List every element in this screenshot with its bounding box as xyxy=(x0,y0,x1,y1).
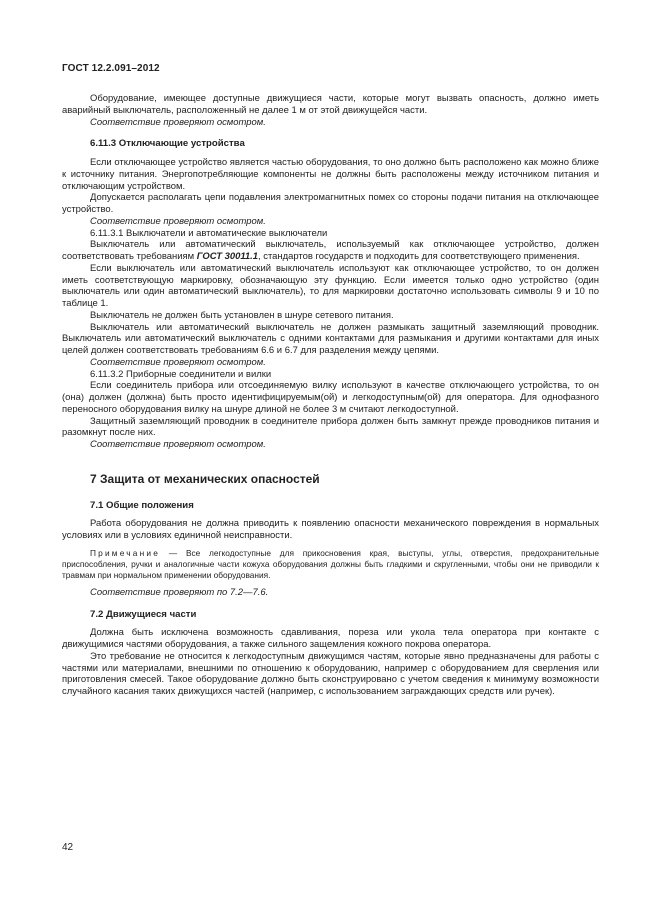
compliance-statement: Соответствие проверяют осмотром. xyxy=(90,356,266,368)
paragraph: Допускается располагать цепи подавления электромагнитных помех со стороны подачи питания на отключающее устройство. xyxy=(62,192,599,215)
paragraph xyxy=(62,239,599,263)
note-text: — Все легкодоступные для прикосновения края, выступы, углы, отверстия, предохранительные приспособления, ручки и аналогичные части кожуха оборудования должны быть гладкими и скругленными, чтобы они не приводили к травмам при нормальном применении оборудования. xyxy=(62,547,599,580)
paragraph: Оборудование, имеющее доступные движущиеся части, которые могут вызвать опасность, должно иметь аварийный выключатель, расположенный не далее 1 м от этой движущейся части. xyxy=(62,93,599,116)
document-body xyxy=(62,93,599,698)
paragraph: Выключатель или автоматический выключатель не должен размыкать защитный заземляющий проводник. Выключатель или автоматический выключатель с одними контактами для размыкания и другими контактами для иных целей должен соответствовать требованиям 6.6 и 6.7 для разделения между цепями. xyxy=(62,321,599,356)
paragraph: Если соединитель прибора или отсоединяемую вилку используют в качестве отключающего устройства, то он (она) должен (должна) быть просто идентифицируемым(ой) и легкодоступным(ой) для оператора. Для однофазного переносного оборудования вилку на шнуре длиной не более 3 м считают легкодоступной. xyxy=(62,380,599,415)
note xyxy=(62,548,599,581)
standard-reference: ГОСТ 30011.1 xyxy=(196,251,258,262)
section-heading: 6.11.3 Отключающие устройства xyxy=(90,138,245,150)
paragraph: Работа оборудования не должна приводить к появлению опасности механического повреждения в нормальных условиях или в условиях единичной неисправности. xyxy=(62,518,599,541)
paragraph: Если выключатель или автоматический выключатель используют как отключающее устройство, то он должен иметь соответствующую маркировку, обозначающую эту функцию. Если имеется только одно устройство (один выключатель или один автоматический выключатель), то для маркировки достаточно использовать символы 9 и 10 по таблице 1. xyxy=(62,262,599,309)
compliance-statement: Соответствие проверяют осмотром. xyxy=(90,215,266,227)
compliance-statement: Соответствие проверяют осмотром. xyxy=(90,439,266,450)
section-heading: 7.2 Движущиеся части xyxy=(90,608,197,620)
paragraph: Защитный заземляющий проводник в соединителе прибора должен быть замкнут прежде проводников питания и разомкнут после них. xyxy=(62,415,599,439)
paragraph: Если отключающее устройство является частью оборудования, то оно должно быть расположено как можно ближе к источнику питания. Энергопотребляющие компоненты не должны быть расположены между источником питания и отключающим устройством. xyxy=(62,157,599,192)
compliance-statement: Соответствие проверяют по 7.2—7.6. xyxy=(90,586,269,598)
paragraph: Это требование не относится к легкодоступным движущимся частям, которые явно предназначены для работы с частями или материалами, внешними по отношению к оборудованию, например с оборудованием для сверления или приготовления смесей. Такое оборудование должно быть сконструировано с учетом сведения к минимуму возможности случайного касания таких движущихся частей (например, с использованием заграждающих средств или ручек). xyxy=(62,650,599,697)
section-heading: 7.1 Общие положения xyxy=(90,499,194,511)
paragraph-text: Выключатель или автоматический выключатель, используемый как отключающее устройство, должен соответствовать требованиям xyxy=(62,239,599,262)
paragraph-text: , стандартов государств и подходить для соответствующего применения. xyxy=(258,251,580,262)
subsection-title: 6.11.3.1 Выключатели и автоматические выключатели xyxy=(90,227,328,239)
note-label: Примечание xyxy=(90,547,161,558)
paragraph: Выключатель не должен быть установлен в шнуре сетевого питания. xyxy=(90,309,394,321)
paragraph: Должна быть исключена возможность сдавливания, пореза или укола тела оператора при контакте с движущимися частями оборудования, а также сильного защемления кожного покрова оператора. xyxy=(62,627,599,650)
page-number: 42 xyxy=(62,842,74,853)
subsection-title: 6.11.3.2 Приборные соединители и вилки xyxy=(90,368,272,380)
document-header: ГОСТ 12.2.091–2012 xyxy=(62,63,160,74)
chapter-heading: 7 Защита от механических опасностей xyxy=(90,471,320,486)
compliance-statement: Соответствие проверяют осмотром. xyxy=(90,116,266,128)
